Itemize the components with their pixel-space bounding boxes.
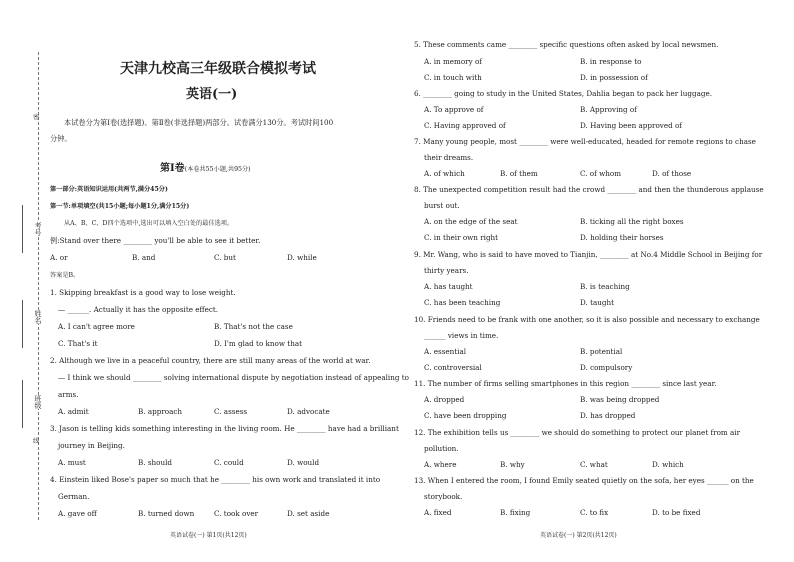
q2-option-c: C. assess xyxy=(214,407,248,416)
seal-mark-bottom: 线 xyxy=(33,438,40,445)
intro-line-2: 分钟。 xyxy=(50,134,72,143)
instruction: 从A、B、C、D四个选项中,选出可以填入空白处的最佳选项。 xyxy=(64,220,234,227)
q11-line1: 11. The number of firms selling smartphones in this region ________ since last year. xyxy=(414,379,717,388)
q9-option-a: A. has taught xyxy=(424,282,473,291)
q7-option-c: C. of whom xyxy=(580,169,622,178)
q4-option-a: A. gave off xyxy=(58,509,97,518)
q8-option-c: C. in their own right xyxy=(424,233,499,242)
q13-option-a: A. fixed xyxy=(424,508,452,517)
q3-line1: 3. Jason is telling kids something interesting in the living room. He ________ have had a brilliant xyxy=(50,424,399,433)
q2-option-d: D. advocate xyxy=(287,407,330,416)
part-one-section-heading: 第一节:单项填空(共15小题;每小题1分,满分15分) xyxy=(50,203,190,210)
q10-option-b: B. potential xyxy=(580,347,623,356)
q6-option-b: B. Approving of xyxy=(580,105,637,114)
q7-option-d: D. of those xyxy=(652,169,692,178)
q9-line2: thirty years. xyxy=(424,266,469,275)
part-one-heading: 第一部分:英语知识运用(共两节,满分45分) xyxy=(50,186,168,193)
q1-line2: — ______. Actually it has the opposite effect. xyxy=(58,305,219,314)
q6-option-c: C. Having approved of xyxy=(424,121,506,130)
example-option-a: A. or xyxy=(50,253,68,262)
section-note: (本卷共55小题,共95分) xyxy=(184,166,251,173)
q12-line2: pollution. xyxy=(424,444,459,453)
example-answer: 答案是B。 xyxy=(50,272,80,279)
q4-option-b: B. turned down xyxy=(138,509,195,518)
exam-subtitle: 英语(一) xyxy=(186,87,238,102)
q1-option-b: B. That's not the case xyxy=(214,322,293,331)
q2-option-a: A. admit xyxy=(58,407,89,416)
q3-option-c: C. could xyxy=(214,458,244,467)
q9-option-d: D. taught xyxy=(580,298,614,307)
q9-option-c: C. has been teaching xyxy=(424,298,501,307)
section-title: 第Ⅰ卷 xyxy=(160,163,185,174)
q2-line1: 2. Although we live in a peaceful country, there are still many areas of the world at war. xyxy=(50,356,371,365)
q8-option-b: B. ticking all the right boxes xyxy=(580,217,684,226)
q11-option-d: D. has dropped xyxy=(580,411,636,420)
q11-option-a: A. dropped xyxy=(424,395,465,404)
q5-option-d: D. in possession of xyxy=(580,73,648,82)
q3-option-b: B. should xyxy=(138,458,173,467)
page-footer-left: 英语试卷(一) 第1页(共12页) xyxy=(170,532,247,539)
name-line xyxy=(22,300,23,348)
q8-line1: 8. The unexpected competition result had the crowd ________ and then the thunderous applause xyxy=(414,185,764,194)
q13-line1: 13. When I entered the room, I found Emily seated quietly on the sofa, her eyes ______ on the xyxy=(414,476,754,485)
q5-option-a: A. in memory of xyxy=(424,57,482,66)
q11-option-c: C. have been dropping xyxy=(424,411,507,420)
q5-option-c: C. in touch with xyxy=(424,73,482,82)
class-line xyxy=(22,380,23,428)
q9-line1: 9. Mr. Wang, who is said to have moved to Tianjin, ________ at No.4 Middle School in Beijing for xyxy=(414,250,763,259)
q6-option-d: D. Having been approved of xyxy=(580,121,682,130)
exam-number-label: 考号 xyxy=(30,222,46,236)
q1-option-c: C. That's it xyxy=(58,339,98,348)
exam-title: 天津九校高三年级联合模拟考试 xyxy=(120,61,316,77)
q4-line2: German. xyxy=(58,492,90,501)
q11-option-b: B. was being dropped xyxy=(580,395,660,404)
page-footer-right: 英语试卷(一) 第2页(共12页) xyxy=(540,532,617,539)
q2-option-b: B. approach xyxy=(138,407,183,416)
q10-line2: ______ views in time. xyxy=(424,331,499,340)
q5-line1: 5. These comments came ________ specific questions often asked by local newsmen. xyxy=(414,40,719,49)
q7-option-a: A. of which xyxy=(424,169,465,178)
q10-option-c: C. controversial xyxy=(424,363,482,372)
q6-line1: 6. ________ going to study in the United States, Dahlia began to pack her luggage. xyxy=(414,89,713,98)
class-label: 班级 xyxy=(30,395,46,409)
q10-line1: 10. Friends need to be frank with one another, so it is also possible and necessary to exchange xyxy=(414,315,760,324)
q9-option-b: B. is teaching xyxy=(580,282,630,291)
intro-line-1: 本试卷分为第Ⅰ卷(选择题)、第Ⅱ卷(非选择题)两部分。试卷满分130分。考试时间100 xyxy=(64,118,334,127)
q12-option-b: B. why xyxy=(500,460,525,469)
q10-option-a: A. essential xyxy=(424,347,467,356)
q8-option-d: D. holding their horses xyxy=(580,233,664,242)
q3-option-a: A. must xyxy=(58,458,86,467)
example-option-d: D. while xyxy=(287,253,317,262)
q12-line1: 12. The exhibition tells us ________ we should do something to protect our planet from air xyxy=(414,428,741,437)
seal-mark-top: 密 xyxy=(33,114,40,121)
q8-option-a: A. on the edge of the seat xyxy=(424,217,518,226)
q5-option-b: B. in response to xyxy=(580,57,642,66)
q3-line2: journey in Beijing. xyxy=(58,441,125,450)
q13-option-c: C. to fix xyxy=(580,508,609,517)
q4-option-c: C. took over xyxy=(214,509,259,518)
q4-option-d: D. set aside xyxy=(287,509,330,518)
q2-line2: — I think we should ________ solving international dispute by negotiation instead of appealing to xyxy=(58,373,409,382)
q4-line1: 4. Einstein liked Bose's paper so much that he ________ his own work and translated it into xyxy=(50,475,381,484)
example-stem: 例:Stand over there ________ you'll be able to see it better. xyxy=(50,236,261,245)
q12-option-d: D. which xyxy=(652,460,684,469)
example-option-b: B. and xyxy=(132,253,156,262)
q3-option-d: D. would xyxy=(287,458,320,467)
q1-option-a: A. I can't agree more xyxy=(58,322,135,331)
q7-line1: 7. Many young people, most ________ were well-educated, headed for remote regions to chase xyxy=(414,137,756,146)
q7-line2: their dreams. xyxy=(424,153,474,162)
q2-line3: arms. xyxy=(58,390,79,399)
exam-number-line xyxy=(22,205,23,253)
example-option-c: C. but xyxy=(214,253,236,262)
q6-option-a: A. To approve of xyxy=(424,105,484,114)
q7-option-b: B. of them xyxy=(500,169,538,178)
name-label: 姓名 xyxy=(30,310,46,324)
q13-option-b: B. fixing xyxy=(500,508,531,517)
binding-line xyxy=(38,52,39,520)
q8-line2: burst out. xyxy=(424,201,460,210)
q13-option-d: D. to be fixed xyxy=(652,508,701,517)
q13-line2: storybook. xyxy=(424,492,463,501)
section-heading xyxy=(160,156,251,175)
q10-option-d: D. compulsory xyxy=(580,363,633,372)
q12-option-c: C. what xyxy=(580,460,608,469)
q12-option-a: A. where xyxy=(424,460,457,469)
q1-option-d: D. I'm glad to know that xyxy=(214,339,303,348)
q1-line1: 1. Skipping breakfast is a good way to lose weight. xyxy=(50,288,236,297)
